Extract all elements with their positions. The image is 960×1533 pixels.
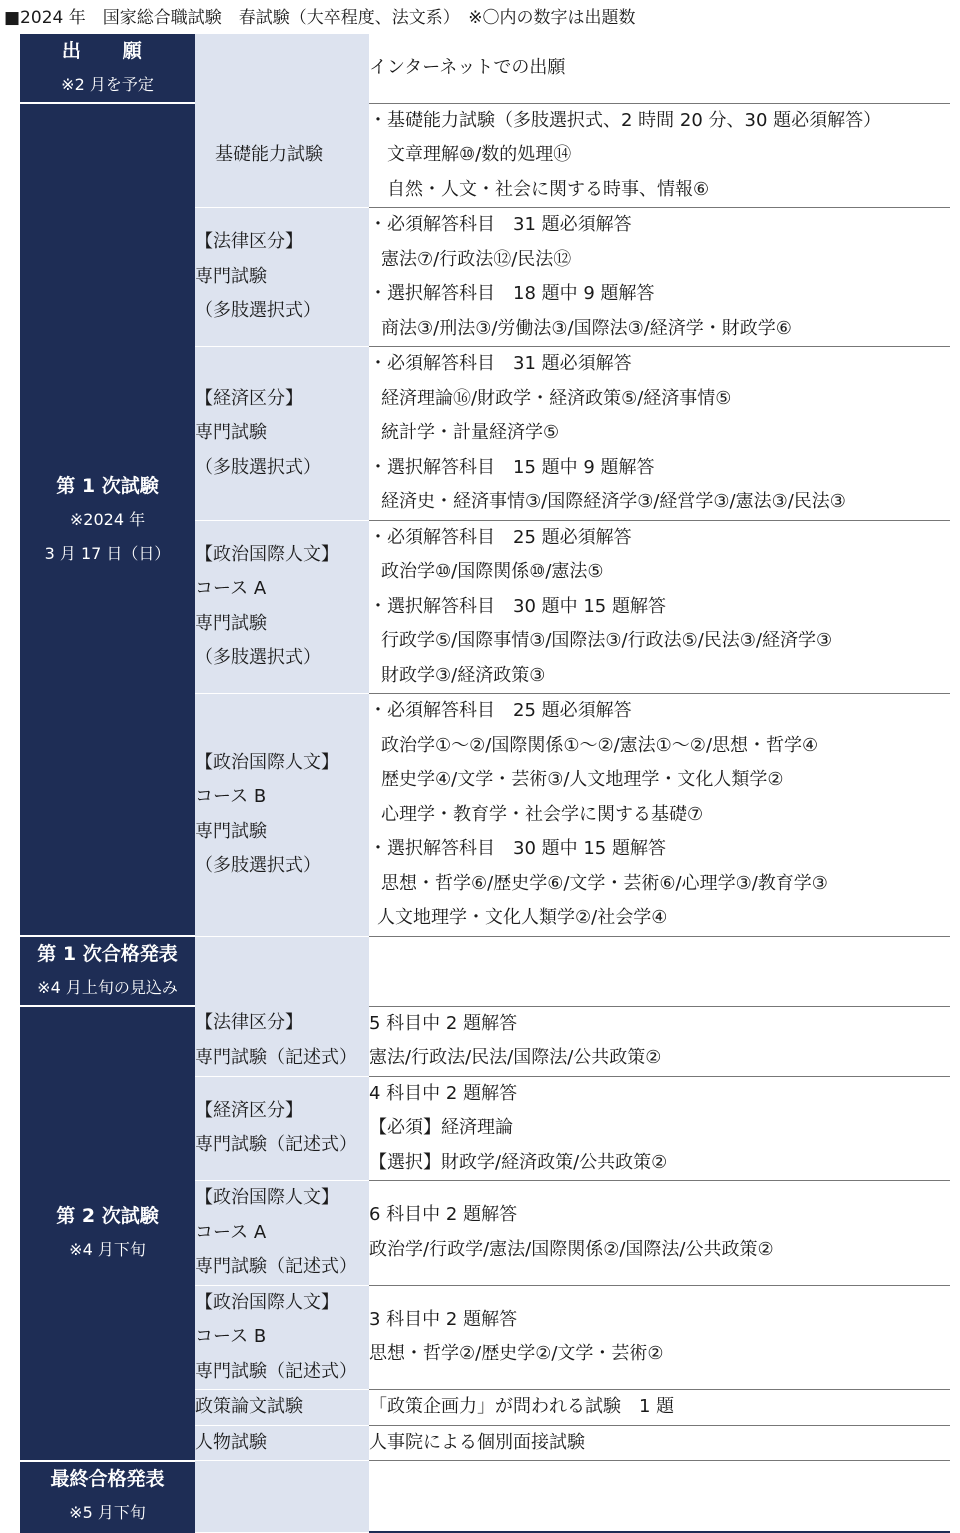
- detail-line: ・必須解答科目 31 題必須解答: [369, 214, 632, 235]
- sub-label: 基礎能力試験: [215, 143, 323, 165]
- sub-label: （多肢選択式）: [195, 855, 321, 877]
- head-first-exam-year: ※2024 年: [69, 509, 146, 529]
- sub-label: コース B: [195, 1326, 267, 1347]
- sub-second-pol-b: [195, 1285, 369, 1390]
- head-first-exam: [20, 103, 195, 936]
- detail-line: ・必須解答科目 25 題必須解答: [369, 526, 632, 548]
- sub-label: 【政治国際人文】: [195, 751, 339, 773]
- detail-line: 「政策企画力」が問われる試験 1 題: [369, 1396, 675, 1417]
- sub-label: （多肢選択式）: [195, 456, 321, 478]
- sub-label: （多肢選択式）: [195, 647, 321, 669]
- sub-label: 専門試験（記述式）: [195, 1256, 357, 1277]
- sub-label: 【法律区分】: [195, 1012, 303, 1034]
- detail-line: ・選択解答科目 15 題中 9 題解答: [369, 456, 655, 478]
- detail-first-pass-empty: [369, 936, 950, 1006]
- detail-line: 行政学⑤/国際事情③/国際法③/行政法⑤/民法③/経済学③: [381, 630, 833, 651]
- sub-first-econ: [195, 347, 369, 521]
- detail-line: ・選択解答科目 30 題中 15 題解答: [369, 838, 666, 859]
- detail-basic: [369, 103, 950, 208]
- detail-line: 思想・哲学⑥/歴史学⑥/文学・芸術⑥/心理学③/教育学③: [381, 872, 828, 894]
- sub-label: 【法律区分】: [195, 231, 303, 253]
- detail-second-pol-a: [369, 1181, 950, 1286]
- sub-label: 専門試験（記述式）: [195, 1134, 357, 1156]
- row-first-pass: [20, 936, 950, 1006]
- detail-line: 思想・哲学②/歴史学②/文学・芸術②: [369, 1343, 664, 1365]
- detail-line: 政治学⑩/国際関係⑩/憲法⑤: [381, 561, 604, 582]
- head-first-exam-date: 3 月 17 日（日）: [44, 543, 171, 563]
- sub-label: 【経済区分】: [195, 1099, 303, 1121]
- exam-schedule-table: [20, 34, 950, 1533]
- sub-second-econ: [195, 1076, 369, 1181]
- detail-line: 歴史学④/文学・芸術③/人文地理学・文化人類学②: [381, 769, 784, 790]
- detail-second-policy: [369, 1390, 950, 1426]
- detail-line: 人文地理学・文化人類学②/社会学④: [377, 907, 668, 928]
- head-application-title: 出 願: [61, 40, 154, 62]
- detail-first-law: [369, 208, 950, 347]
- detail-line: 商法③/刑法③/労働法③/国際法③/経済学・財政学⑥: [381, 317, 792, 339]
- head-first-pass-note: ※4 月上旬の見込み: [37, 978, 178, 997]
- sub-first-pass-empty: [195, 936, 369, 1006]
- sub-label: コース B: [195, 786, 267, 808]
- row-application: [20, 34, 950, 103]
- sub-basic: [195, 103, 369, 208]
- sub-label: 【政治国際人文】: [195, 1187, 339, 1208]
- detail-first-pol-b: [369, 694, 950, 937]
- detail-application: [369, 34, 950, 103]
- detail-line: 人事院による個別面接試験: [369, 1431, 585, 1453]
- sub-label: コース A: [195, 578, 267, 600]
- head-first-pass-title: 第 1 次合格発表: [37, 943, 178, 965]
- detail-line: 【選択】財政学/経済政策/公共政策②: [369, 1151, 668, 1173]
- sub-label: 専門試験（記述式）: [195, 1360, 357, 1382]
- sub-label: 専門試験（記述式）: [195, 1046, 357, 1068]
- detail-line: 政治学①～②/国際関係①～②/憲法①～②/思想・哲学④: [381, 734, 819, 756]
- detail-line: 3 科目中 2 題解答: [369, 1308, 518, 1330]
- detail-line: ・必須解答科目 25 題必須解答: [369, 700, 632, 721]
- detail-second-econ: [369, 1076, 950, 1181]
- detail-line: 文章理解⑩/数的処理⑭: [387, 144, 572, 165]
- detail-line: 5 科目中 2 題解答: [369, 1012, 518, 1034]
- detail-first-pol-a: [369, 520, 950, 694]
- detail-line: 心理学・教育学・社会学に関する基礎⑦: [381, 803, 704, 825]
- detail-final-pass-empty: [369, 1461, 950, 1532]
- detail-line: インターネットでの出願: [369, 57, 566, 78]
- head-second-exam-note: ※4 月下旬: [69, 1240, 146, 1260]
- sub-first-law: [195, 208, 369, 347]
- head-second-exam-title: 第 2 次試験: [56, 1205, 159, 1228]
- sub-first-pol-a: [195, 520, 369, 694]
- detail-line: 統計学・計量経済学⑤: [381, 422, 560, 443]
- detail-line: 6 科目中 2 題解答: [369, 1204, 518, 1226]
- sub-final-pass-empty: [195, 1461, 369, 1532]
- detail-line: 政治学/行政学/憲法/国際関係②/国際法/公共政策②: [369, 1238, 774, 1260]
- sub-application-empty: [195, 34, 369, 103]
- detail-line: 憲法/行政法/民法/国際法/公共政策②: [369, 1047, 662, 1068]
- detail-line: ・基礎能力試験（多肢選択式、2 時間 20 分、30 題必須解答）: [369, 109, 882, 131]
- sub-label: （多肢選択式）: [195, 300, 321, 322]
- detail-line: ・必須解答科目 31 題必須解答: [369, 353, 632, 374]
- detail-line: 経済理論⑯/財政学・経済政策⑤/経済事情⑤: [381, 387, 732, 409]
- detail-line: 憲法⑦/行政法⑫/民法⑫: [381, 248, 572, 270]
- sub-label: 専門試験: [195, 422, 267, 443]
- sub-label: 【経済区分】: [195, 387, 303, 409]
- detail-line: 財政学③/経済政策③: [381, 664, 546, 686]
- row-first-basic: [20, 103, 950, 208]
- sub-second-interview: [195, 1425, 369, 1461]
- sub-second-pol-a: [195, 1181, 369, 1286]
- head-first-exam-title: 第 1 次試験: [56, 474, 159, 497]
- detail-line: 【必須】経済理論: [369, 1117, 513, 1138]
- detail-line: ・選択解答科目 18 題中 9 題解答: [369, 283, 655, 304]
- head-final-pass-title: 最終合格発表: [50, 1468, 165, 1490]
- sub-label: 専門試験: [195, 265, 267, 287]
- sub-label: 【政治国際人文】: [195, 1291, 339, 1313]
- detail-second-interview: [369, 1425, 950, 1461]
- sub-label: 政策論文試験: [195, 1396, 303, 1417]
- head-second-exam: [20, 1006, 195, 1461]
- head-application-note: ※2 月を予定: [61, 75, 154, 94]
- row-final-pass: [20, 1461, 950, 1532]
- sub-label: 専門試験: [195, 820, 267, 842]
- detail-line: 4 科目中 2 題解答: [369, 1082, 518, 1104]
- head-application: [20, 34, 195, 103]
- detail-line: 経済史・経済事情③/国際経済学③/経営学③/憲法③/民法③: [381, 491, 846, 512]
- sub-second-policy: [195, 1390, 369, 1426]
- sub-label: 専門試験: [195, 612, 267, 634]
- detail-second-pol-b: [369, 1285, 950, 1390]
- sub-label: 【政治国際人文】: [195, 543, 339, 565]
- detail-line: 自然・人文・社会に関する時事、情報⑥: [387, 178, 710, 200]
- head-final-pass-note: ※5 月下旬: [69, 1503, 146, 1522]
- sub-first-pol-b: [195, 694, 369, 937]
- head-first-pass: [20, 936, 195, 1006]
- detail-first-econ: [369, 347, 950, 521]
- row-second-law: [20, 1006, 950, 1076]
- sub-label: 人物試験: [195, 1431, 267, 1453]
- sub-label: コース A: [195, 1221, 267, 1243]
- detail-line: ・選択解答科目 30 題中 15 題解答: [369, 595, 666, 617]
- head-final-pass: [20, 1461, 195, 1532]
- page-title: ■2024 年 国家総合職試験 春試験（大卒程度、法文系） ※〇内の数字は出題数: [4, 8, 636, 28]
- detail-second-law: [369, 1006, 950, 1076]
- sub-second-law: [195, 1006, 369, 1076]
